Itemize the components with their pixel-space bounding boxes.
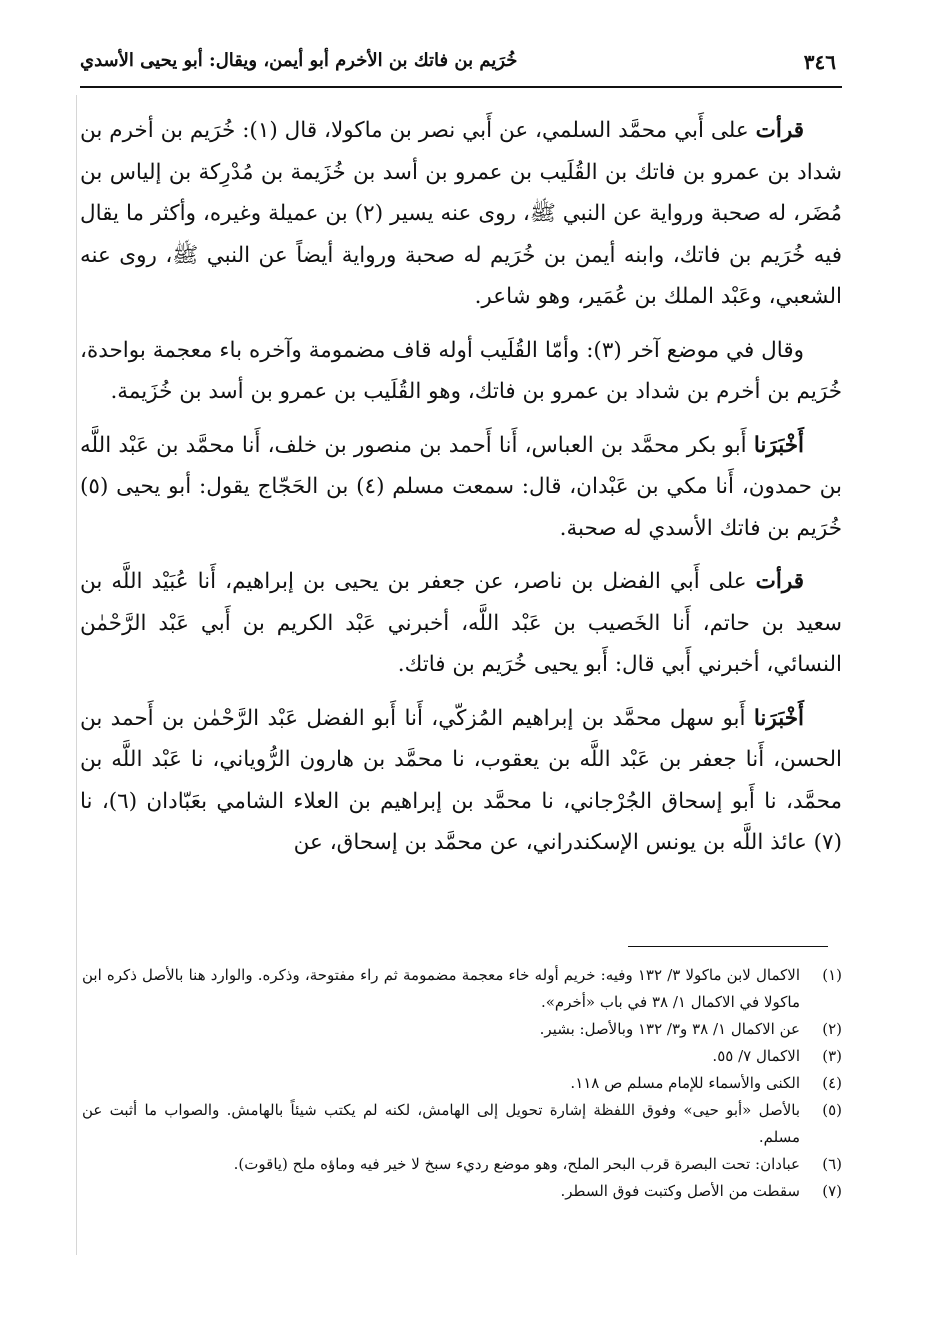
paragraph-lead: قرأت [755,118,804,143]
footnote [82,1178,842,1205]
page-number: ٣٤٦ [803,50,836,74]
footnote-text: عبادان: تحت البصرة قرب البحر الملح، وهو موضع رديء سبخ لا خير فيه وماؤه ملح (ياقوت). [233,1155,800,1173]
footnote-number: (١) [822,966,842,984]
footnote-number: (٣) [822,1047,842,1065]
footnote-rule [628,946,828,947]
footnote-number: (٥) [822,1101,842,1119]
main-text [80,110,842,876]
paragraph-text: أَبو سهل محمَّد بن إبراهيم المُزكّي، أَنا أَبو الفضل عَبْد الرَّحْمٰن بن أَحمد بن الحسن، أَنا جعفر بن عَبْد اللَّه بن يعقوب، نا محمَّد بن هارون الرُّوياني، نا عَبْد اللَّه بن محمَّد، نا أَبو إسحاق الجُرْجاني، نا محمَّد بن إبراهيم بن العلاء الشامي بعَبّادان (٦)، نا (٧) عائذ اللَّه بن يونس الإسكندراني، عن محمَّد بن إسحاق، عن [80,705,842,855]
footnote [82,1016,842,1043]
paragraph-text: على أَبي الفضل بن ناصر، عن جعفر بن يحيى بن إبراهيم، أَنا عُبَيْد اللَّه بن سعيد بن حاتم، أَنا الخَصيب بن عَبْد اللَّه، أخبرني عَبْد الكريم بن أَبي عَبْد الرَّحْمٰن النسائي، أخبرني أَبي قال: أَبو يحيى خُرَيم بن فاتك. [80,569,842,677]
footnote-number: (٦) [822,1155,842,1173]
footnote-text: الاكمال لابن ماكولا ٣/ ١٣٢ وفيه: خريم أوله خاء معجمة مضمومة ثم راء مفتوحة، وذكره. والوارد هنا بالأصل ذكره ابن ماكولا في الاكمال ١/ ٣٨ في باب «أخرم». [82,966,800,1011]
footnote [82,1043,842,1070]
footnote-text: سقطت من الأصل وكتبت فوق السطر. [560,1182,800,1200]
paragraph-text: على أَبي محمَّد السلمي، عن أَبي نصر بن ماكولا، قال (١): خُرَيم بن أخرم بن شداد بن عمرو بن فاتك بن القُلَيب بن عمرو بن أسد بن خُزَيمة بن مُدْرِكة بن إلياس بن مُضَر، له صحبة ورواية عن النبي ﷺ، روى عنه يسير (٢) بن عميلة وغيره، وأكثر ما يقال فيه خُرَيم بن فاتك، وابنه أيمن بن خُرَيم له صحبة ورواية أيضاً عن النبي ﷺ، روى عنه الشعبي، وعَبْد الملك بن عُمَير، وهو شاعر. [80,118,842,309]
footnote [82,1097,842,1151]
footnote [82,1070,842,1097]
footnote-text: بالأصل «أبو حيى» وفوق اللفظة إشارة تحويل إلى الهامش، لكنه لم يكتب شيئاً بالهامش. والصواب ما أثبت عن مسلم. [82,1101,800,1146]
scan-edge-line [76,95,77,1255]
footnote-number: (٢) [822,1020,842,1038]
paragraph [80,698,842,864]
paragraph-lead: أَخْبَرَنا [753,705,804,731]
footnote-number: (٤) [822,1074,842,1092]
paragraph [80,425,842,550]
footnote-text: الكنى والأسماء للإمام مسلم ص ١١٨. [570,1074,800,1092]
paragraph-text: وقال في موضع آخر (٣): وأمّا القُلَيب أوله قاف مضمومة وآخره باء معجمة بواحدة، خُرَيم بن أخرم بن شداد بن عمرو بن فاتك، وهو القُلَيب بن عمرو بن أسد بن خُزَيمة. [80,337,842,404]
footnote [82,1151,842,1178]
footnote-text: الاكمال ٧/ ٥٥. [712,1047,800,1065]
footnote [82,962,842,1016]
footnote-text: عن الاكمال ١/ ٣٨ و٣/ ١٣٢ وبالأصل: بشير. [539,1020,800,1038]
header-rule [80,86,842,88]
running-title: خُرَيم بن فاتك بن الأخرم أبو أيمن، ويقال: أبو يحيى الأسدي [80,50,518,71]
paragraph [80,561,842,686]
paragraph [80,330,842,413]
paragraph [80,110,842,318]
paragraph-lead: قرأت [755,569,804,594]
footnote-number: (٧) [822,1182,842,1200]
footnotes [82,962,842,1205]
page-header [80,46,842,84]
paragraph-text: أَبو بكر محمَّد بن العباس، أَنا أَحمد بن منصور بن خلف، أَنا محمَّد بن عَبْد اللَّه بن حمدون، أَنا مكي بن عَبْدان، قال: سمعت مسلم (٤) بن الحَجّاج يقول: أبو يحيى (٥) خُرَيم بن فاتك الأسدي له صحبة. [80,432,842,541]
paragraph-lead: أَخْبَرَنا [753,432,804,458]
